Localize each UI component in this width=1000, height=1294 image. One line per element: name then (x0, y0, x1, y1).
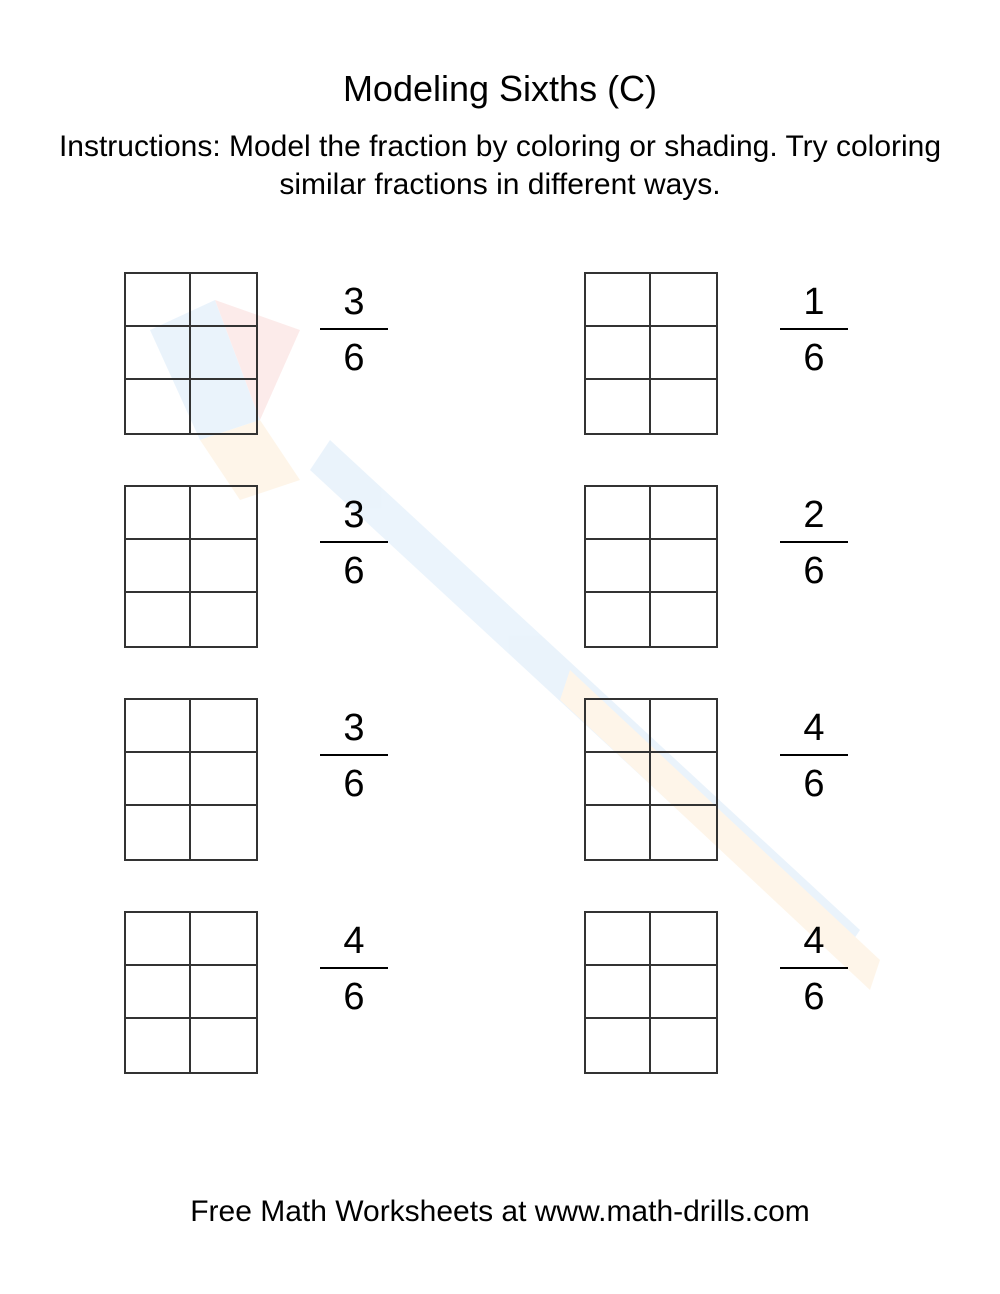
fraction-grid[interactable] (124, 272, 258, 435)
grid-cell[interactable] (651, 1019, 716, 1072)
grid-cell[interactable] (586, 540, 651, 593)
fraction-bar (320, 967, 388, 969)
fraction-grid[interactable] (584, 698, 718, 861)
page-title: Modeling Sixths (C) (342, 68, 658, 109)
grid-cell[interactable] (651, 913, 716, 966)
numerator: 3 (343, 494, 365, 536)
denominator: 6 (343, 337, 365, 379)
grid-cell[interactable] (586, 380, 651, 433)
fraction-bar (320, 541, 388, 543)
fraction-label (780, 919, 848, 1019)
numerator: 3 (343, 281, 365, 323)
denominator: 6 (803, 337, 825, 379)
grid-cell[interactable] (191, 327, 256, 380)
numerator: 1 (803, 281, 825, 323)
fraction-grid[interactable] (584, 485, 718, 648)
grid-cell[interactable] (126, 540, 191, 593)
denominator: 6 (343, 550, 365, 592)
fraction-bar (780, 328, 848, 330)
fraction-label (780, 493, 848, 593)
grid-cell[interactable] (126, 274, 191, 327)
grid-cell[interactable] (586, 274, 651, 327)
fraction-bar (320, 754, 388, 756)
problem-4 (584, 485, 964, 647)
instructions-text: Instructions: Model the fraction by coloring or shading. Try coloring similar fractions in different ways. (58, 130, 942, 201)
footer-credit: Free Math Worksheets at www.math-drills.com (190, 1195, 810, 1228)
numerator: 3 (343, 707, 365, 749)
numerator: 4 (803, 707, 825, 749)
fraction-bar (780, 967, 848, 969)
grid-cell[interactable] (651, 327, 716, 380)
fraction-bar (320, 328, 388, 330)
numerator: 4 (803, 920, 825, 962)
grid-cell[interactable] (191, 966, 256, 1019)
grid-cell[interactable] (651, 806, 716, 859)
fraction-label (320, 493, 388, 593)
problem-8 (584, 911, 964, 1073)
grid-cell[interactable] (651, 540, 716, 593)
grid-cell[interactable] (191, 487, 256, 540)
grid-cell[interactable] (651, 966, 716, 1019)
grid-cell[interactable] (191, 593, 256, 646)
grid-cell[interactable] (586, 1019, 651, 1072)
problem-7 (124, 911, 504, 1073)
grid-cell[interactable] (586, 327, 651, 380)
fraction-bar (780, 541, 848, 543)
grid-cell[interactable] (586, 966, 651, 1019)
grid-cell[interactable] (651, 487, 716, 540)
denominator: 6 (803, 550, 825, 592)
grid-cell[interactable] (126, 487, 191, 540)
grid-cell[interactable] (126, 753, 191, 806)
grid-cell[interactable] (651, 380, 716, 433)
fraction-label (320, 706, 388, 806)
grid-cell[interactable] (126, 913, 191, 966)
grid-cell[interactable] (586, 593, 651, 646)
grid-cell[interactable] (586, 806, 651, 859)
grid-cell[interactable] (191, 753, 256, 806)
problem-3 (124, 485, 504, 647)
grid-cell[interactable] (586, 913, 651, 966)
grid-cell[interactable] (191, 806, 256, 859)
grid-cell[interactable] (586, 700, 651, 753)
fraction-grid[interactable] (124, 911, 258, 1074)
fraction-grid[interactable] (584, 911, 718, 1074)
grid-cell[interactable] (191, 540, 256, 593)
denominator: 6 (343, 763, 365, 805)
denominator: 6 (803, 763, 825, 805)
grid-cell[interactable] (126, 380, 191, 433)
grid-cell[interactable] (126, 806, 191, 859)
denominator: 6 (803, 976, 825, 1018)
grid-cell[interactable] (126, 593, 191, 646)
grid-cell[interactable] (651, 593, 716, 646)
fraction-bar (780, 754, 848, 756)
grid-cell[interactable] (191, 274, 256, 327)
fraction-grid[interactable] (124, 485, 258, 648)
fraction-grid[interactable] (124, 698, 258, 861)
grid-cell[interactable] (651, 274, 716, 327)
grid-cell[interactable] (191, 1019, 256, 1072)
grid-cell[interactable] (126, 1019, 191, 1072)
grid-cell[interactable] (126, 327, 191, 380)
denominator: 6 (343, 976, 365, 1018)
grid-cell[interactable] (586, 487, 651, 540)
problem-1 (124, 272, 504, 434)
fraction-label (780, 280, 848, 380)
grid-cell[interactable] (586, 753, 651, 806)
fraction-label (320, 280, 388, 380)
numerator: 4 (343, 920, 365, 962)
grid-cell[interactable] (126, 966, 191, 1019)
grid-cell[interactable] (651, 753, 716, 806)
grid-cell[interactable] (191, 913, 256, 966)
fraction-label (780, 706, 848, 806)
grid-cell[interactable] (191, 700, 256, 753)
fraction-grid[interactable] (584, 272, 718, 435)
fraction-label (320, 919, 388, 1019)
numerator: 2 (803, 494, 825, 536)
grid-cell[interactable] (126, 700, 191, 753)
problem-6 (584, 698, 964, 860)
grid-cell[interactable] (651, 700, 716, 753)
problem-5 (124, 698, 504, 860)
problem-2 (584, 272, 964, 434)
grid-cell[interactable] (191, 380, 256, 433)
